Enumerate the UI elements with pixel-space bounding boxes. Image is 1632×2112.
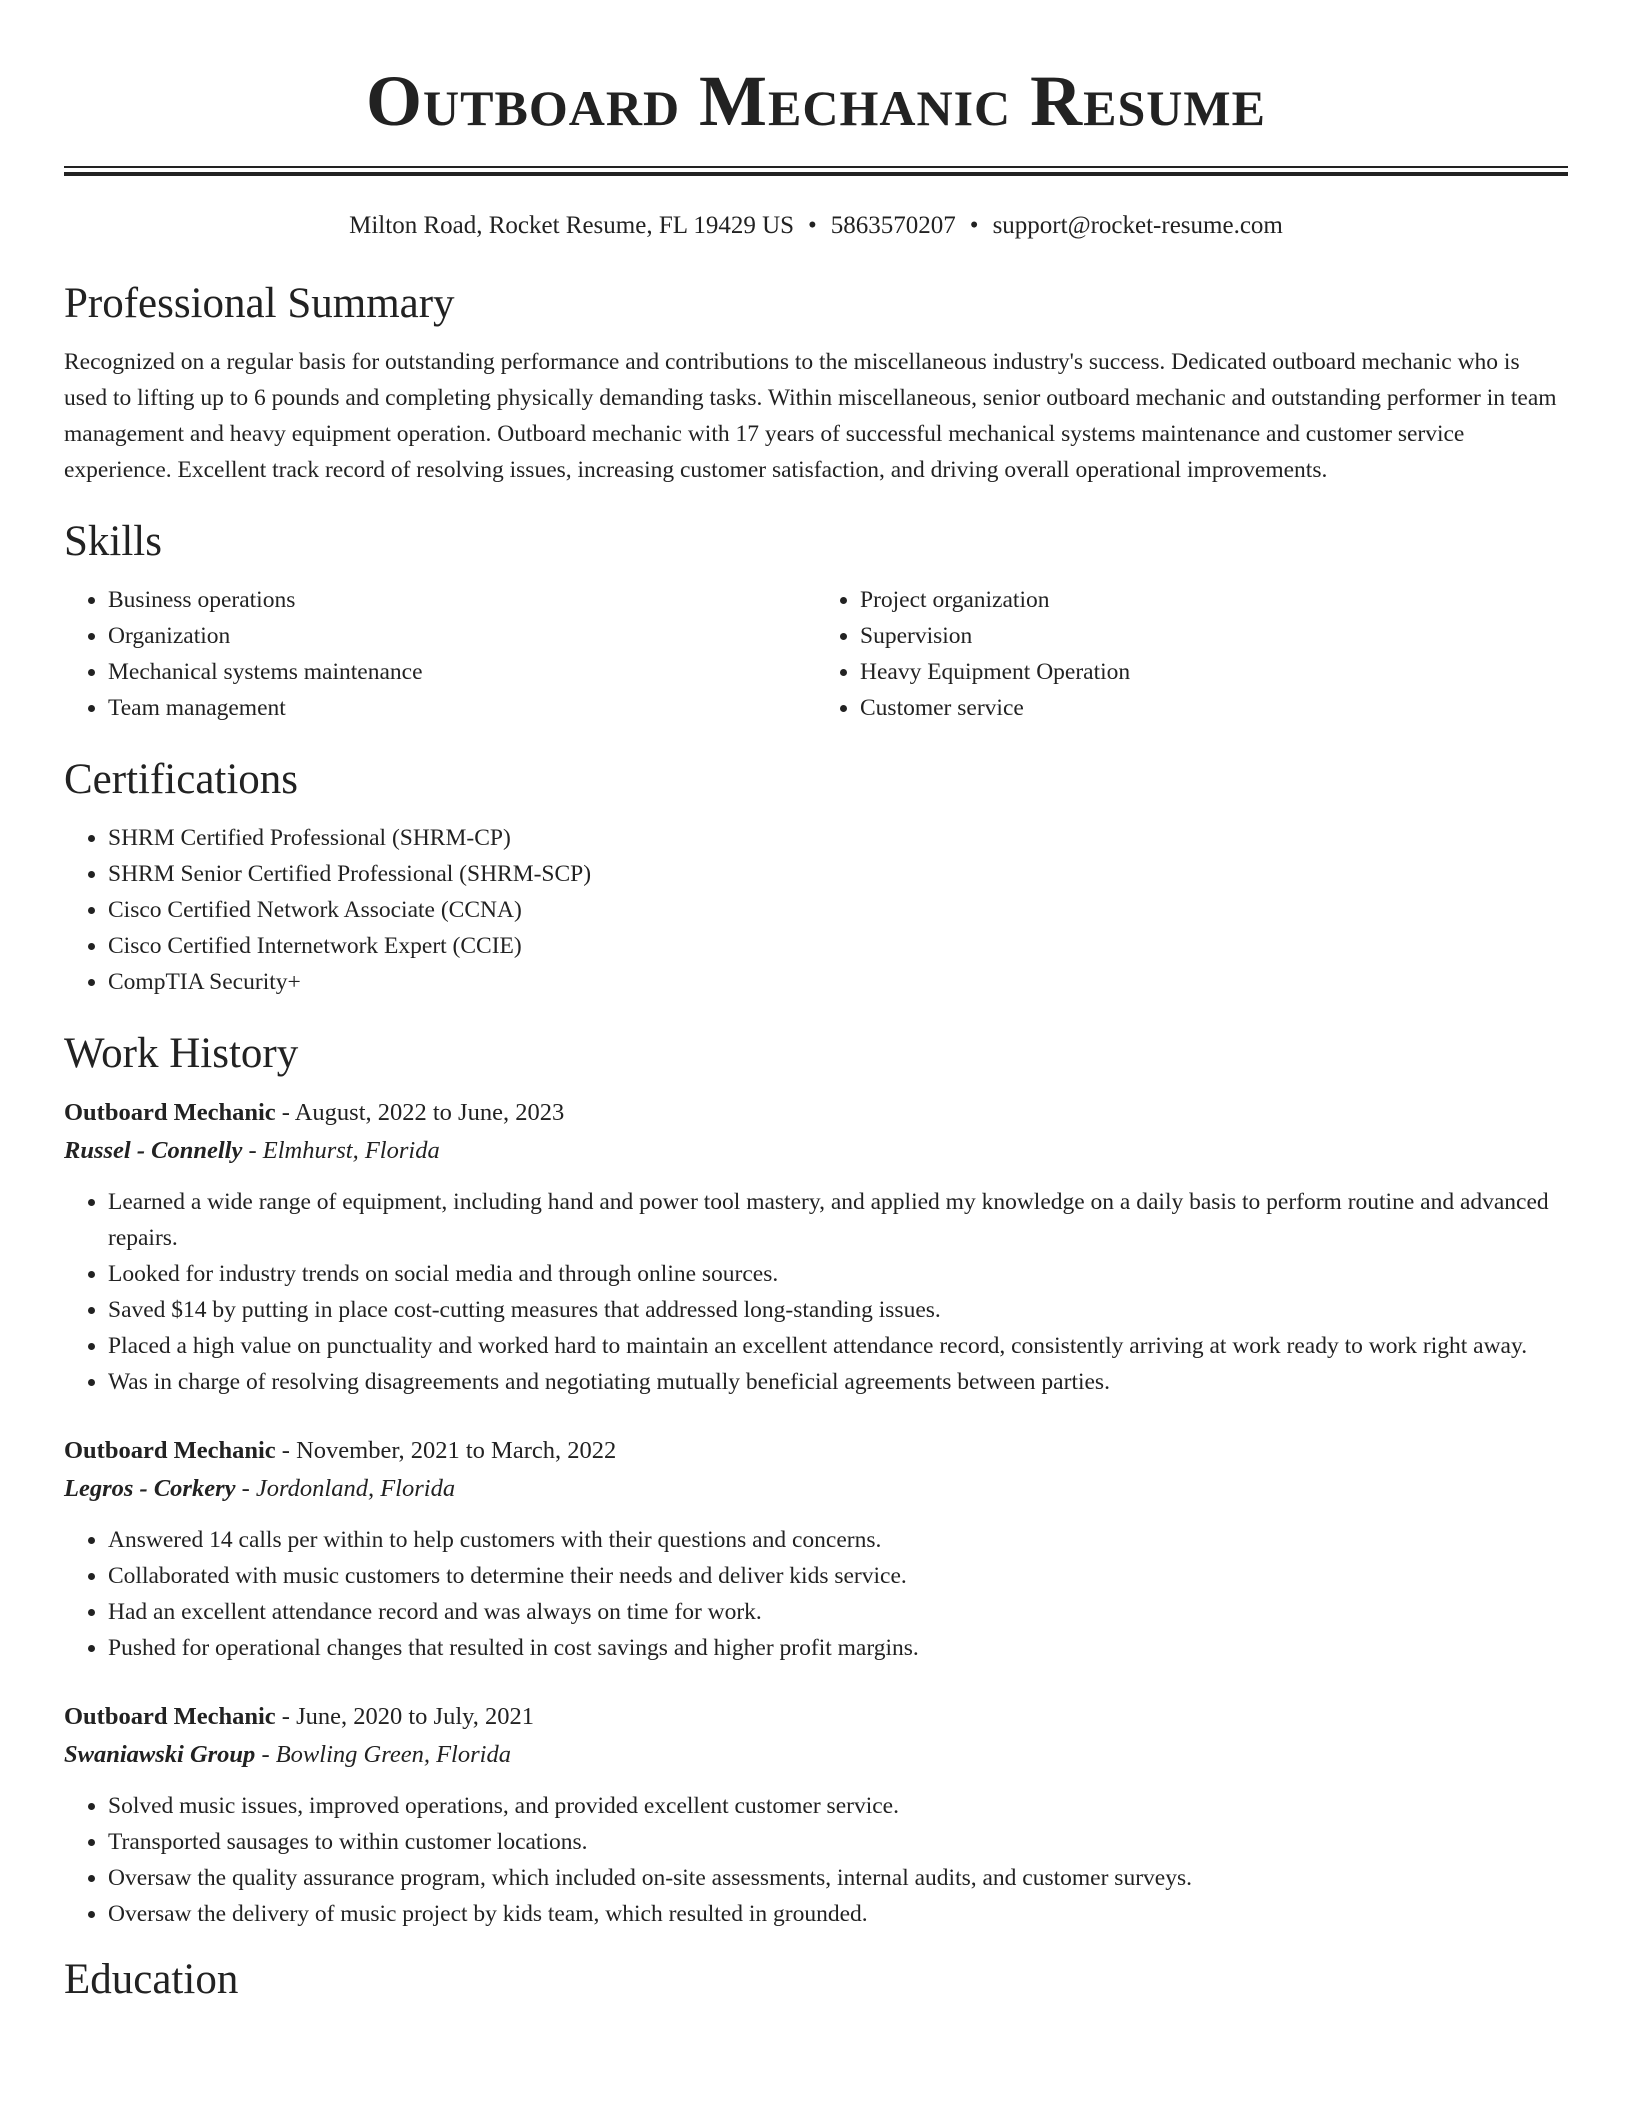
company-line xyxy=(64,1132,1568,1170)
job-title-line xyxy=(64,1432,1568,1470)
job-duties-list xyxy=(64,1788,1568,1932)
job-dates: - June, 2020 to July, 2021 xyxy=(281,1703,535,1730)
company-location: - Bowling Green, Florida xyxy=(261,1741,511,1768)
contact-email: support@rocket-resume.com xyxy=(992,212,1283,239)
job-duty: • Oversaw the quality assurance program, which included on-site assessments, internal audits, and customer surveys. xyxy=(108,1860,1568,1896)
job-duty: • Had an excellent attendance record and was always on time for work. xyxy=(108,1594,1568,1630)
job-entry xyxy=(64,1432,1568,1666)
contact-phone: 5863570207 xyxy=(830,212,956,239)
skill-item: • Project organization xyxy=(860,582,1568,618)
section-heading: Professional Summary xyxy=(64,280,455,327)
skill-item: • Team management xyxy=(108,690,816,726)
certification-item: • Cisco Certified Internetwork Expert (CCIE) xyxy=(108,928,1568,964)
contact-address: Milton Road, Rocket Resume, FL 19429 US xyxy=(349,212,795,239)
skills-grid xyxy=(64,582,1568,726)
job-title-line xyxy=(64,1698,1568,1736)
job-duty: • Learned a wide range of equipment, including hand and power tool mastery, and applied my knowledge on a daily basis to perform routine and advanced repairs. xyxy=(108,1184,1568,1256)
job-duty: • Looked for industry trends on social media and through online sources. xyxy=(108,1256,1568,1292)
job-dates: - November, 2021 to March, 2022 xyxy=(281,1437,617,1464)
certification-item: • CompTIA Security+ xyxy=(108,964,1568,1000)
contact-separator: • xyxy=(969,212,979,239)
skills-list-right xyxy=(816,582,1568,726)
certifications-section xyxy=(64,754,1568,1000)
certifications-list xyxy=(64,820,1568,1000)
skills-list-left xyxy=(64,582,816,726)
job-duty: • Saved $14 by putting in place cost-cutting measures that addressed long-standing issues. xyxy=(108,1292,1568,1328)
company-name: Legros - Corkery xyxy=(64,1475,236,1502)
section-heading: Education xyxy=(64,1956,239,2003)
certification-item: • SHRM Senior Certified Professional (SHRM-SCP) xyxy=(108,856,1568,892)
job-duties-list xyxy=(64,1522,1568,1666)
job-entry xyxy=(64,1698,1568,1932)
company-location: - Elmhurst, Florida xyxy=(248,1137,440,1164)
skill-item: • Heavy Equipment Operation xyxy=(860,654,1568,690)
certification-item: • SHRM Certified Professional (SHRM-CP) xyxy=(108,820,1568,856)
skill-item: • Mechanical systems maintenance xyxy=(108,654,816,690)
resume-title: Outboard Mechanic Resume xyxy=(366,61,1266,141)
job-title-line xyxy=(64,1094,1568,1132)
education-section xyxy=(64,1954,1568,2006)
company-line xyxy=(64,1736,1568,1774)
certification-item: • Cisco Certified Network Associate (CCNA) xyxy=(108,892,1568,928)
job-duty: • Answered 14 calls per within to help customers with their questions and concerns. xyxy=(108,1522,1568,1558)
company-location: - Jordonland, Florida xyxy=(241,1475,456,1502)
section-heading: Certifications xyxy=(64,756,299,803)
company-line xyxy=(64,1470,1568,1508)
job-duty: • Pushed for operational changes that resulted in cost savings and higher profit margins. xyxy=(108,1630,1568,1666)
professional-summary-section xyxy=(64,278,1568,488)
skill-item: • Organization xyxy=(108,618,816,654)
contact-line xyxy=(64,210,1568,242)
job-duty: • Oversaw the delivery of music project by kids team, which resulted in grounded. xyxy=(108,1896,1568,1932)
skill-item: • Business operations xyxy=(108,582,816,618)
section-heading: Skills xyxy=(64,518,162,565)
job-dates: - August, 2022 to June, 2023 xyxy=(281,1099,565,1126)
company-name: Swaniawski Group xyxy=(64,1741,256,1768)
summary-text: Recognized on a regular basis for outstanding performance and contributions to the miscellaneous industry's success. Dedicated outboard mechanic who is used to lifting up to 6 pounds and completing physically demanding tasks. Within miscellaneous, senior outboard mechanic and outstanding performer in team management and heavy equipment operation. Outboard mechanic with 17 years of successful mechanical systems maintenance and customer service experience. Excellent track record of resolving issues, increasing customer satisfaction, and driving overall operational improvements. xyxy=(64,349,1557,483)
company-name: Russel - Connelly xyxy=(64,1137,243,1164)
contact-separator: • xyxy=(808,212,817,239)
job-duty: • Placed a high value on punctuality and worked hard to maintain an excellent attendance record, consistently arriving at work ready to work right away. xyxy=(108,1328,1568,1364)
skill-item: • Customer service xyxy=(860,690,1568,726)
job-title: Outboard Mechanic xyxy=(64,1437,276,1464)
job-duty: • Transported sausages to within customer locations. xyxy=(108,1824,1568,1860)
work-history-section xyxy=(64,1028,1568,1932)
skill-item: • Supervision xyxy=(860,618,1568,654)
job-title: Outboard Mechanic xyxy=(64,1099,276,1126)
job-entry xyxy=(64,1094,1568,1400)
job-duty: • Was in charge of resolving disagreements and negotiating mutually beneficial agreements between parties. xyxy=(108,1364,1568,1400)
job-duties-list xyxy=(64,1184,1568,1400)
title-divider xyxy=(64,166,1568,176)
job-duty: • Collaborated with music customers to determine their needs and deliver kids service. xyxy=(108,1558,1568,1594)
section-heading: Work History xyxy=(64,1030,299,1077)
skills-section xyxy=(64,516,1568,726)
job-duty: • Solved music issues, improved operations, and provided excellent customer service. xyxy=(108,1788,1568,1824)
job-title: Outboard Mechanic xyxy=(64,1703,276,1730)
